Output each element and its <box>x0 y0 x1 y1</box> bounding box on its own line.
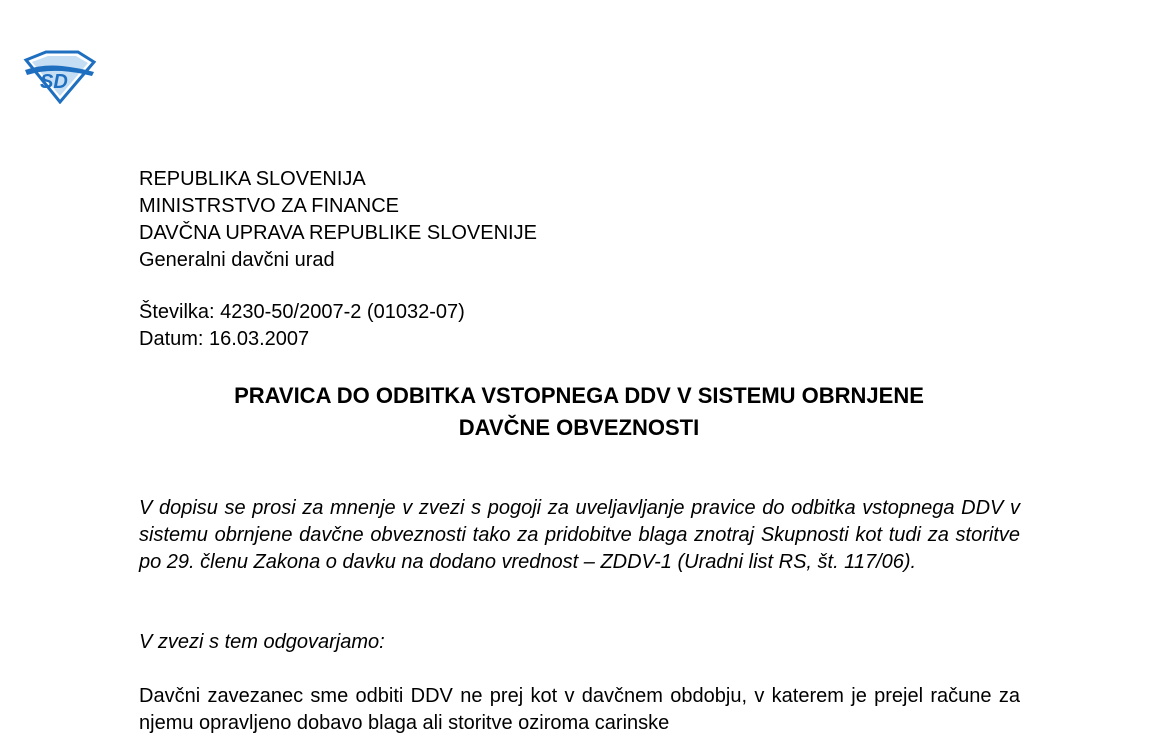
header-line-office: Generalni davčni urad <box>139 249 335 271</box>
logo-lettering: SD <box>40 71 68 93</box>
answer-paragraph: Davčni zavezanec sme odbiti DDV ne prej kot v davčnem obdobju, v katerem je prejel račune za njemu opravljeno dobavo blaga ali storitve oziroma carinske <box>139 685 1020 734</box>
document-reference <box>139 299 465 353</box>
answer-lead-paragraph: V zvezi s tem odgovarjamo: <box>139 631 385 653</box>
intro-paragraph: V dopisu se prosi za mnenje v zvezi s pogoji za uveljavljanje pravice do odbitka vstopnega DDV v sistemu obrnjene davčne obveznosti tako za pridobitve blaga znotraj Skupnosti kot tudi za storitve po 29. členu Zakona o davku na dodano vrednost – ZDDV-1 (Uradni list RS, št. 117/06). <box>139 497 1020 573</box>
document-date: Datum: 16.03.2007 <box>139 328 310 350</box>
durs-logo <box>22 50 96 104</box>
header-line-republic: REPUBLIKA SLOVENIJA <box>139 168 366 190</box>
institution-header <box>139 166 537 274</box>
title-line-1: PRAVICA DO ODBITKA VSTOPNEGA DDV V SISTEMU OBRNJENE <box>234 383 924 408</box>
document-title <box>139 380 1019 444</box>
document-number: Številka: 4230-50/2007-2 (01032-07) <box>139 301 465 323</box>
title-line-2: DAVČNE OBVEZNOSTI <box>458 415 700 440</box>
header-line-tax-administration: DAVČNA UPRAVA REPUBLIKE SLOVENIJE <box>139 222 537 244</box>
header-line-ministry: MINISTRSTVO ZA FINANCE <box>139 195 400 217</box>
shield-logo-icon <box>22 50 96 104</box>
